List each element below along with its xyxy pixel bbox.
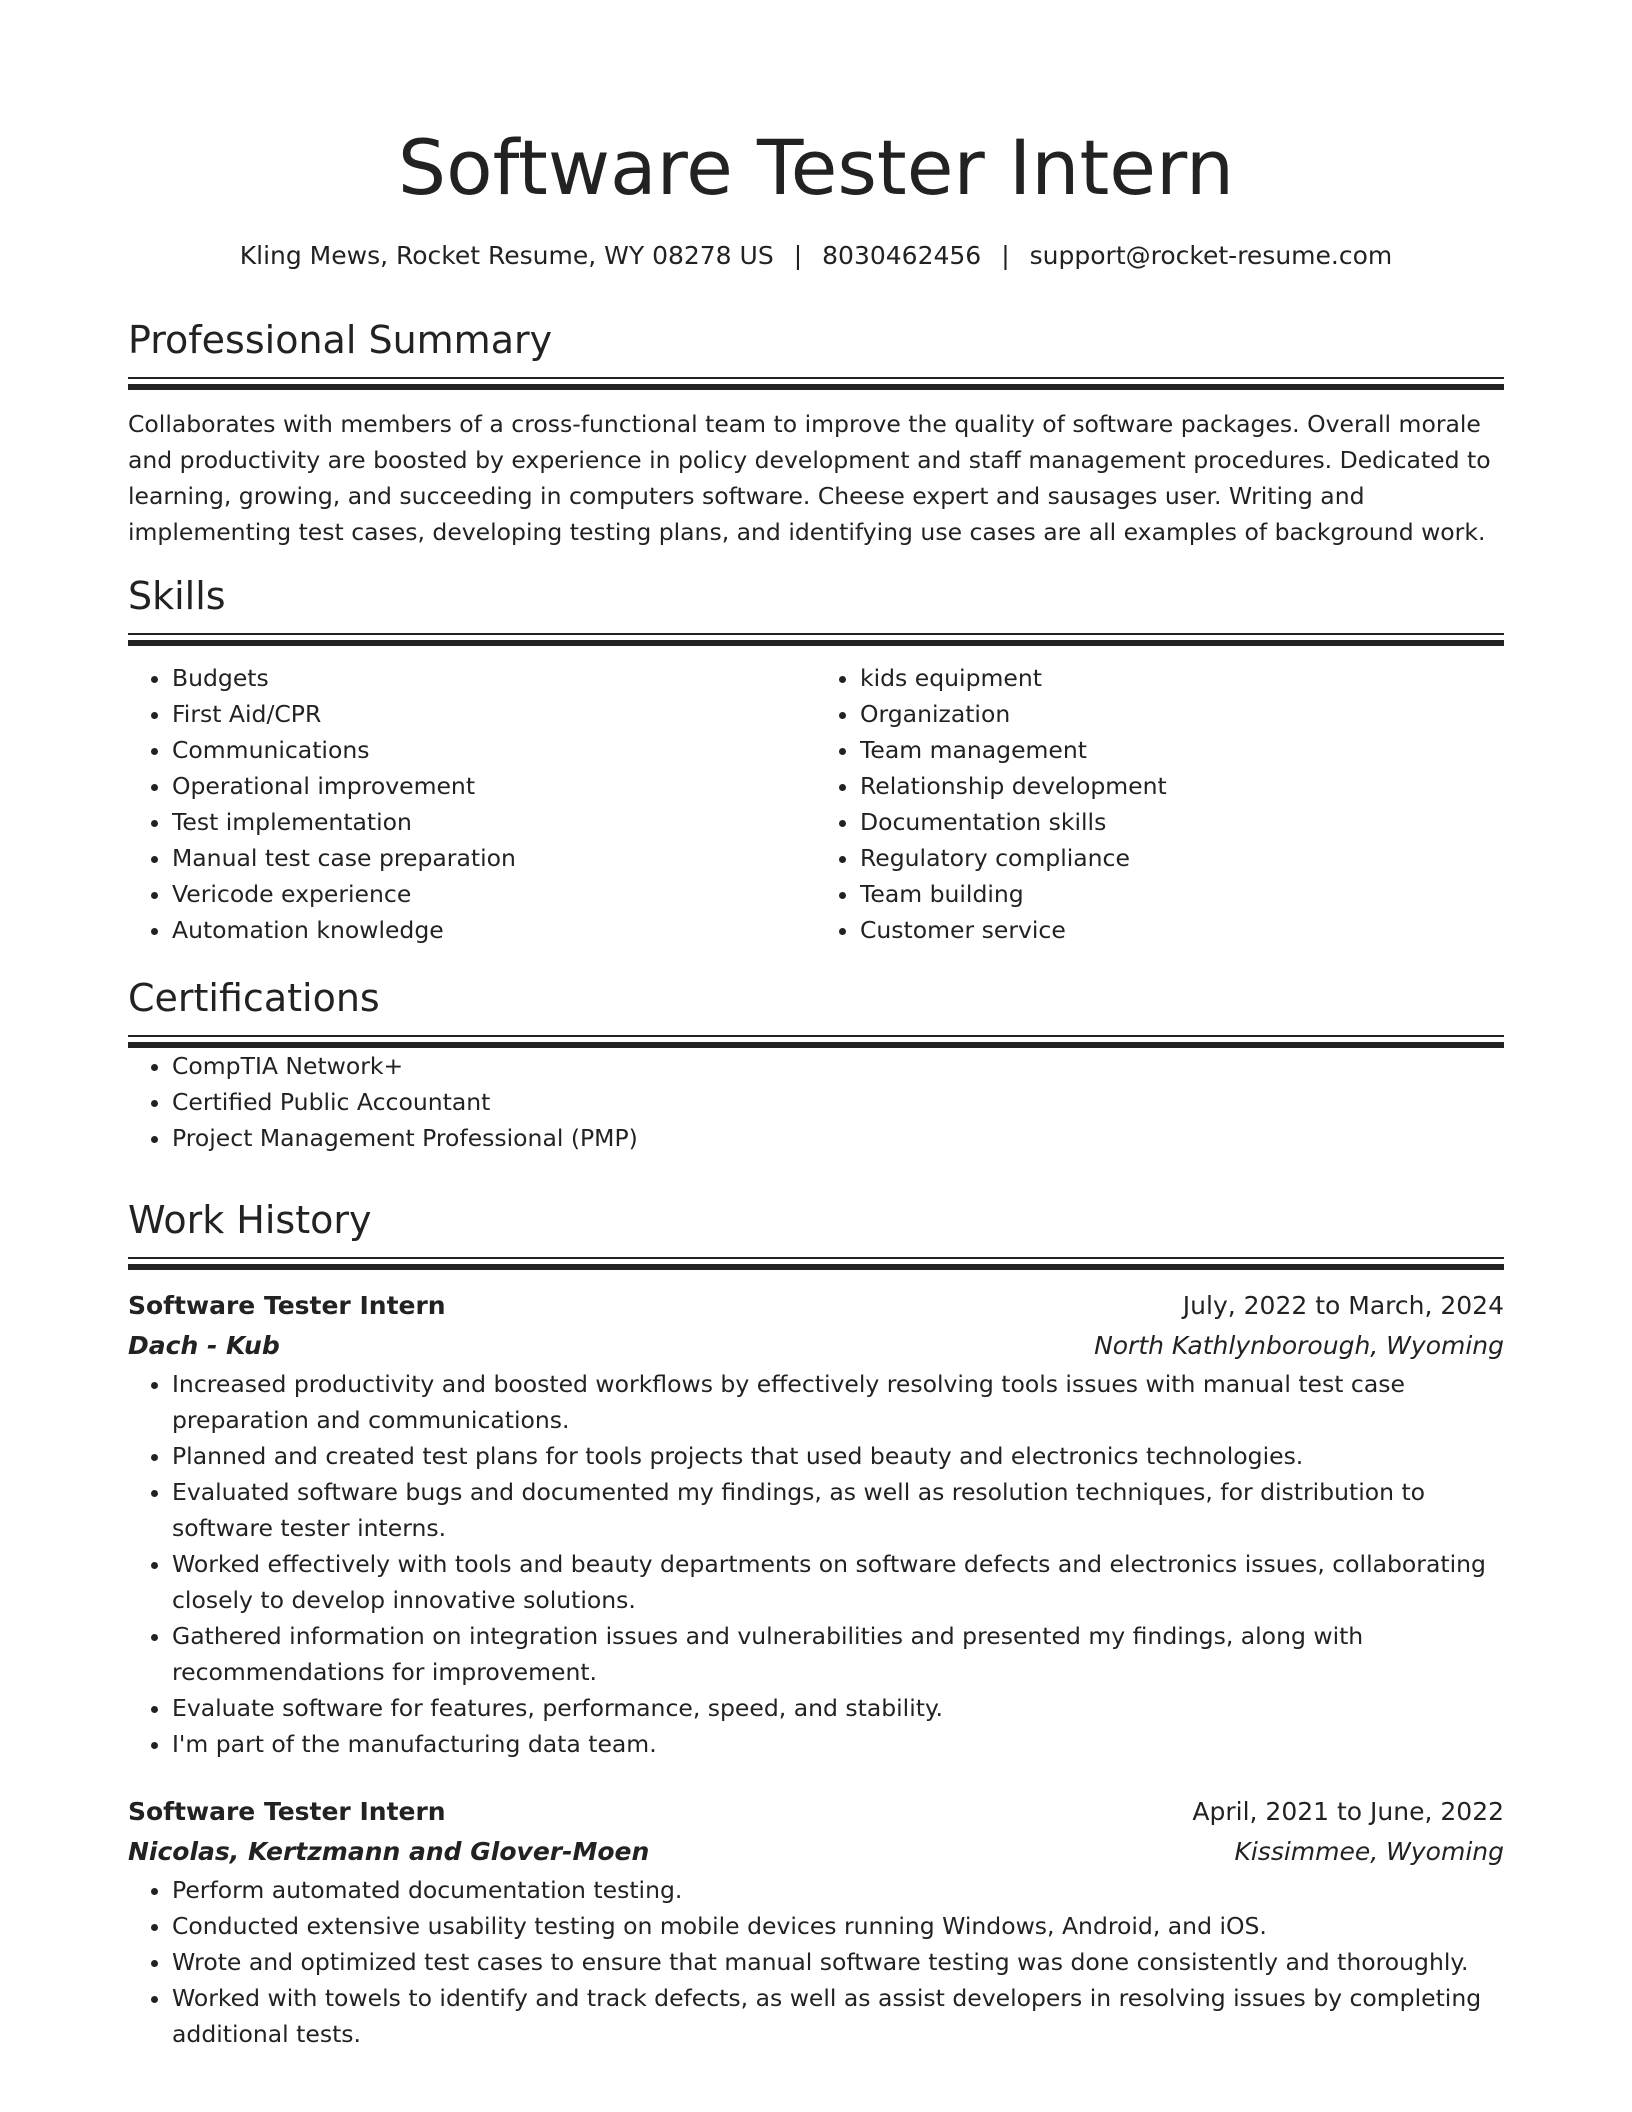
skill-item: • Operational improvement — [172, 768, 816, 804]
skill-item: • Relationship development — [860, 768, 1504, 804]
section-title-summary: Professional Summary — [128, 318, 553, 362]
contact-separator: | — [1001, 241, 1010, 270]
job-duty: • Perform automated documentation testing. — [172, 1872, 1504, 1908]
job-title: Software Tester Intern — [128, 1291, 446, 1320]
skill-item: • First Aid/CPR — [172, 696, 816, 732]
summary-text: Collaborates with members of a cross-functional team to improve the quality of software packages. Overall morale and productivity are boosted by experience in policy development and staff management procedures. Dedicated to learning, growing, and succeeding in computers software. Cheese expert and sausages user. Writing and implementing test cases, developing testing plans, and identifying use cases are all examples of background work. — [128, 410, 1491, 546]
job-company: Dach - Kub — [128, 1331, 280, 1360]
job-entry — [128, 1792, 1504, 2052]
job-company: Nicolas, Kertzmann and Glover-Moen — [128, 1837, 650, 1866]
certification-item: • Project Management Professional (PMP) — [172, 1120, 1504, 1156]
section-title-work-history: Work History — [128, 1198, 372, 1242]
contact-separator: | — [793, 241, 803, 270]
certifications-list — [128, 1048, 1504, 1156]
certification-item: • CompTIA Network+ — [172, 1048, 1504, 1084]
skill-item: • Regulatory compliance — [860, 840, 1504, 876]
contact-line — [0, 238, 1632, 274]
job-duty: • I'm part of the manufacturing data team. — [172, 1726, 1504, 1762]
job-location: North Kathlynborough, Wyoming — [1094, 1331, 1504, 1360]
skills-columns — [128, 660, 1504, 948]
job-company-row — [128, 1326, 1504, 1366]
contact-phone: 8030462456 — [822, 241, 982, 270]
job-entry — [128, 1286, 1504, 1762]
skill-item: • Organization — [860, 696, 1504, 732]
skill-item: • Team building — [860, 876, 1504, 912]
skill-item: • Team management — [860, 732, 1504, 768]
skill-item: • Budgets — [172, 660, 816, 696]
job-duties-list — [128, 1366, 1504, 1762]
job-company-row — [128, 1832, 1504, 1872]
skills-list-left — [128, 660, 816, 948]
section-divider — [128, 1035, 1504, 1048]
skill-item: • kids equipment — [860, 660, 1504, 696]
job-duty: • Increased productivity and boosted workflows by effectively resolving tools issues with manual test case preparation and communications. — [172, 1366, 1504, 1438]
job-dates: April, 2021 to June, 2022 — [1192, 1797, 1504, 1826]
job-duty: • Evaluated software bugs and documented my findings, as well as resolution techniques, for distribution to software tester interns. — [172, 1474, 1504, 1546]
section-divider — [128, 1257, 1504, 1270]
section-title-certifications: Certifications — [128, 976, 380, 1020]
job-duty: • Conducted extensive usability testing on mobile devices running Windows, Android, and iOS. — [172, 1908, 1504, 1944]
job-duty: • Planned and created test plans for tools projects that used beauty and electronics technologies. — [172, 1438, 1504, 1474]
summary-section — [128, 315, 1504, 550]
job-duty: • Worked with towels to identify and track defects, as well as assist developers in resolving issues by completing additional tests. — [172, 1980, 1504, 2052]
work-history-section — [128, 1195, 1504, 2052]
section-divider — [128, 377, 1504, 390]
contact-email: support@rocket-resume.com — [1029, 241, 1393, 270]
skill-item: • Automation knowledge — [172, 912, 816, 948]
certification-item: • Certified Public Accountant — [172, 1084, 1504, 1120]
job-location: Kissimmee, Wyoming — [1234, 1837, 1504, 1866]
job-title: Software Tester Intern — [128, 1797, 446, 1826]
job-duty: • Worked effectively with tools and beauty departments on software defects and electronics issues, collaborating closely to develop innovative solutions. — [172, 1546, 1504, 1618]
skill-item: • Documentation skills — [860, 804, 1504, 840]
contact-address: Kling Mews, Rocket Resume, WY 08278 US — [239, 241, 774, 270]
job-duty: • Wrote and optimized test cases to ensure that manual software testing was done consistently and thoroughly. — [172, 1944, 1504, 1980]
skill-item: • Vericode experience — [172, 876, 816, 912]
job-duty: • Gathered information on integration issues and vulnerabilities and presented my findings, along with recommendations for improvement. — [172, 1618, 1504, 1690]
section-divider — [128, 633, 1504, 646]
skill-item: • Communications — [172, 732, 816, 768]
skills-list-right — [816, 660, 1504, 948]
job-header-row — [128, 1792, 1504, 1832]
skills-section — [128, 571, 1504, 948]
certifications-section — [128, 973, 1504, 1156]
section-title-skills: Skills — [128, 574, 226, 618]
job-duties-list — [128, 1872, 1504, 2052]
job-dates: July, 2022 to March, 2024 — [1182, 1291, 1504, 1320]
skill-item: • Manual test case preparation — [172, 840, 816, 876]
skill-item: • Test implementation — [172, 804, 816, 840]
job-duty: • Evaluate software for features, performance, speed, and stability. — [172, 1690, 1504, 1726]
skill-item: • Customer service — [860, 912, 1504, 948]
candidate-name: Software Tester Intern — [397, 123, 1235, 212]
job-header-row — [128, 1286, 1504, 1326]
